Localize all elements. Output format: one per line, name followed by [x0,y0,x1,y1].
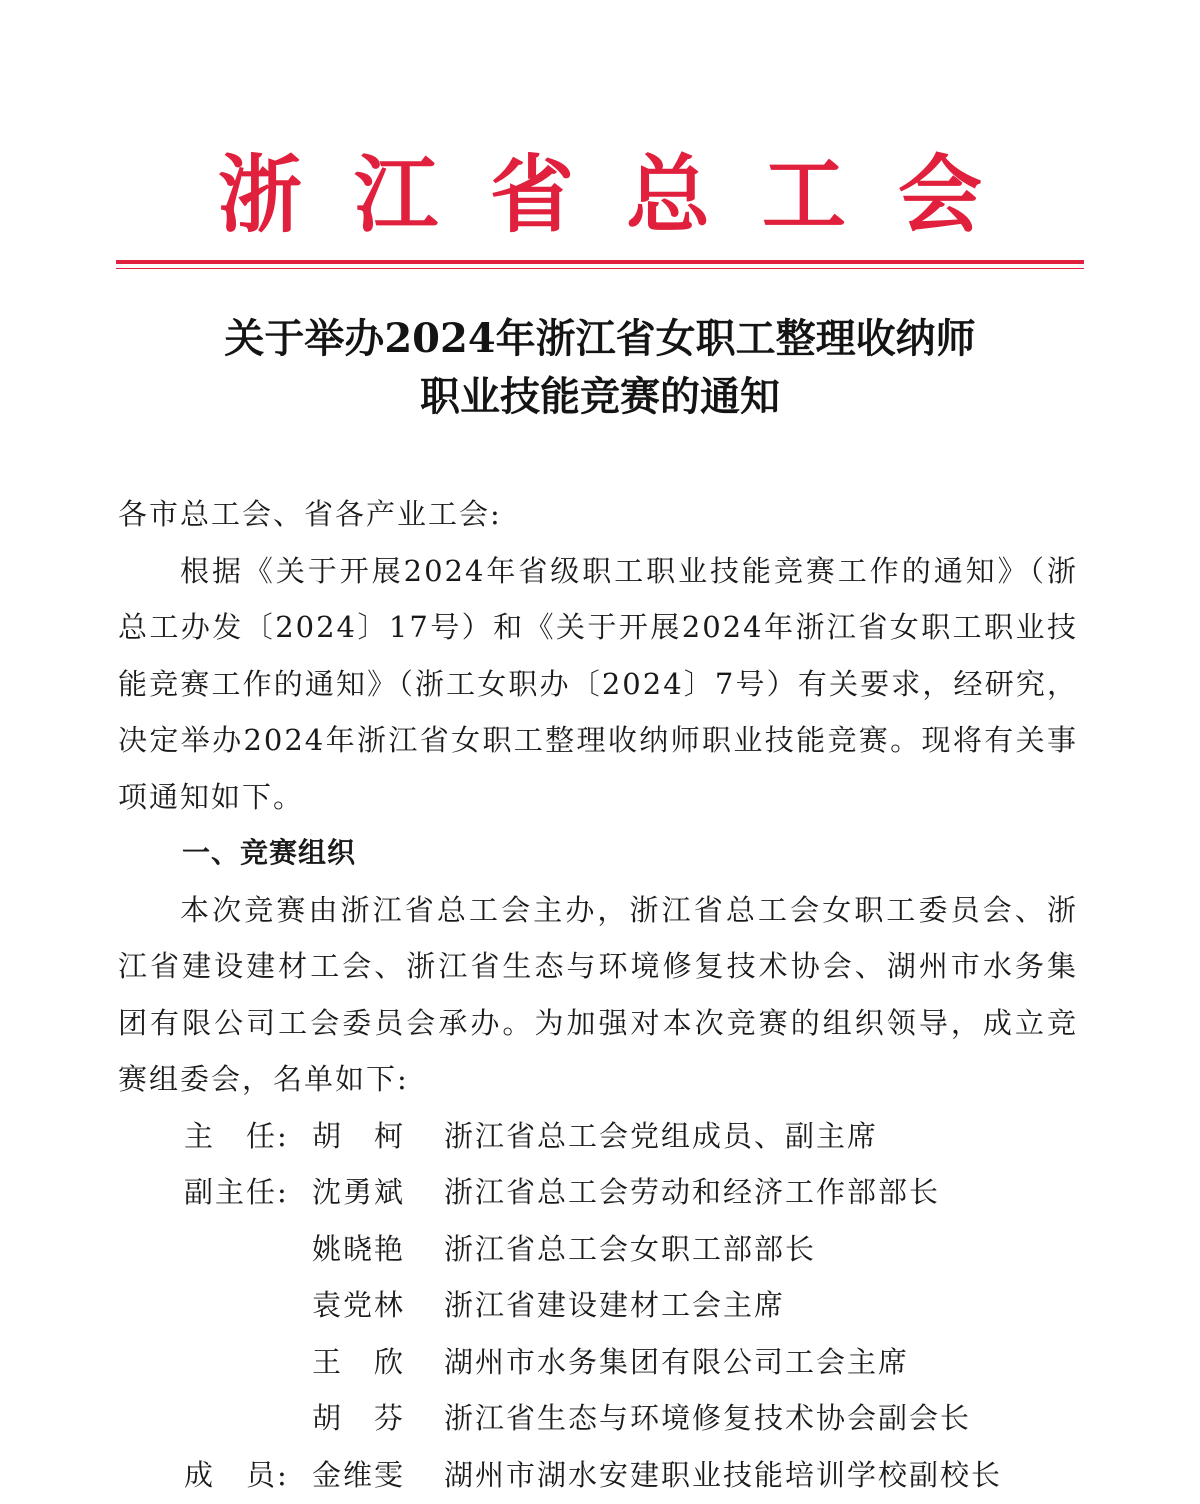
committee-member-title: 浙江省建设建材工会主席 [444,1288,786,1322]
committee-member-name: 王 欣 [312,1344,406,1379]
masthead-org-name: 浙江省总工会 [217,145,1034,244]
section-heading-competition-organization: 一、竞赛组织 [182,836,357,869]
masthead-rule-thick [116,260,1084,264]
masthead-rule-thin [116,268,1084,269]
committee-role: 副主任: [184,1175,289,1209]
committee-row [118,1221,1078,1278]
committee-member-title: 浙江省总工会党组成员、副主席 [444,1118,879,1153]
committee-member-name: 胡 柯 [312,1118,406,1153]
intro-paragraph: 根据《关于开展2024年省级职工职业技能竞赛工作的通知》（浙总工办发〔2024〕17号）和《关于开展2024年浙江省女职工职业技能竞赛工作的通知》（浙工女职办〔2024〕7号）有关要求，经研究，决定举办2024年浙江省女职工整理收纳师职业技能竞赛。现将有关事项通知如下。 [118,553,1078,814]
committee-row [118,1447,1078,1504]
committee-row [118,1164,1078,1221]
committee-member-title: 浙江省生态与环境修复技术协会副会长 [444,1401,972,1435]
committee-member-title: 浙江省总工会女职工部部长 [444,1231,817,1266]
committee-roster [118,1108,1078,1504]
committee-member-title: 湖州市水务集团有限公司工会主席 [444,1344,910,1379]
committee-member-name: 金维雯 [312,1457,406,1492]
document-title-line-2: 职业技能竞赛的通知 [420,373,780,420]
document-body [118,486,1078,1503]
committee-member-name: 姚晓艳 [312,1231,406,1266]
committee-row [118,1277,1078,1334]
committee-row [118,1108,1078,1165]
committee-member-title: 湖州市湖水安建职业技能培训学校副校长 [444,1457,1003,1492]
committee-row [118,1334,1078,1391]
committee-member-title: 浙江省总工会劳动和经济工作部部长 [444,1175,941,1209]
committee-role: 成 员: [184,1457,289,1492]
committee-role: 主 任: [184,1118,289,1153]
document-title-line-1: 关于举办2024年浙江省女职工整理收纳师 [224,315,976,362]
salutation: 各市总工会、省各产业工会: [118,497,502,531]
document-title [0,310,1200,426]
committee-member-name: 沈勇斌 [312,1175,406,1209]
committee-member-name: 胡 芬 [312,1401,406,1435]
section-1-paragraph: 本次竞赛由浙江省总工会主办，浙江省总工会女职工委员会、浙江省建设建材工会、浙江省生态与环境修复技术协会、湖州市水务集团有限公司工会委员会承办。为加强对本次竞赛的组织领导，成立竞赛组委会，名单如下: [118,892,1078,1096]
committee-row [118,1390,1078,1447]
committee-member-name: 袁党林 [312,1288,406,1322]
